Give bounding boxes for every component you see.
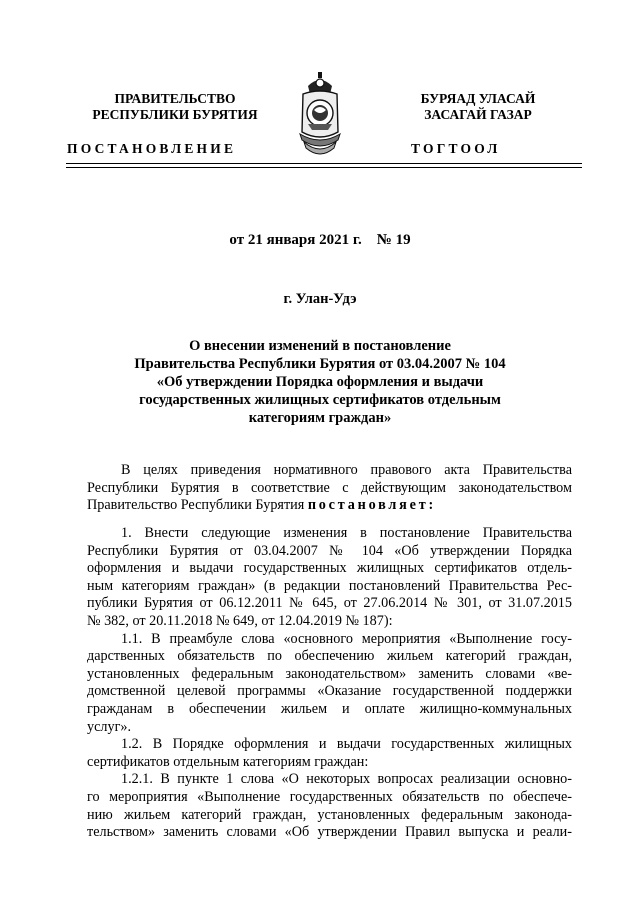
preamble-line: Республики Бурятия в соответствие с действующим законодательством <box>87 479 572 496</box>
body-line: дарственных обязательств по обеспечению жильем категорий граждан, <box>87 648 572 665</box>
header-right-line: ЗАСАГАЙ ГАЗАР <box>424 107 532 122</box>
header-left-organization <box>60 91 290 123</box>
body-line: гражданам в обеспечении жильем и оплате жилищно-коммунальных <box>87 700 572 717</box>
header-left-line: ПРАВИТЕЛЬСТВО <box>114 91 236 106</box>
preamble-prefix: Правительство Республики Бурятия <box>87 497 308 514</box>
decree-keyword-colon: : <box>428 497 437 514</box>
body-line: тельством» заменить словами «Об утверждении Правил выпуска и реали- <box>87 824 572 841</box>
title-line: О внесении изменений в постановление <box>189 338 451 354</box>
body-line: домственной целевой программы «Оказание государственной поддержки <box>87 683 572 700</box>
body-line: публики Бурятия от 06.12.2011 № 645, от 27.06.2014 № 301, от 31.07.2015 <box>87 595 572 612</box>
body-line: нию жильем категорий граждан, установленных федеральным законода- <box>87 806 572 823</box>
body-line: 1.2. В Порядке оформления и выдачи государственных жилищных <box>121 736 572 753</box>
document-title <box>90 337 550 427</box>
document-date-number: от 21 января 2021 г. № 19 <box>229 232 411 248</box>
body-line: сертификатов отдельным категориям граждан: <box>87 753 369 770</box>
decree-keyword: постановляет <box>307 497 429 514</box>
coat-of-arms-emblem <box>294 72 346 160</box>
preamble-last-line <box>87 497 572 515</box>
preamble-line: В целях приведения нормативного правового акта Правительства <box>121 462 572 478</box>
body-line: оформления и выдачи государственных жилищных сертификатов отдель- <box>87 560 572 577</box>
body-line: ным категориям граждан» (в редакции постановлений Правительства Рес- <box>87 577 572 594</box>
body-line: 1. Внести следующие изменения в постановление Правительства <box>121 525 572 541</box>
header-right-organization <box>368 91 588 123</box>
title-line: государственных жилищных сертификатов отдельным <box>139 392 501 408</box>
body-line: 1.1. В преамбуле слова «основного мероприятия «Выполнение госу- <box>121 630 572 647</box>
document-type-right: ТОГТООЛ <box>411 141 501 156</box>
header-right-line: БУРЯАД УЛАСАЙ <box>420 91 536 106</box>
body-line: го мероприятия «Выполнение государственных обязательств по обеспече- <box>87 788 572 805</box>
body-line: Республики Бурятия от 03.04.2007 № 104 «Об утверждении Порядка <box>87 542 572 559</box>
title-line: категориям граждан» <box>248 410 392 426</box>
document-type-left: ПОСТАНОВЛЕНИЕ <box>67 141 237 156</box>
document-city: г. Улан-Удэ <box>283 291 357 307</box>
body-line: 1.2.1. В пункте 1 слова «О некоторых вопросах реализации основно- <box>121 771 572 788</box>
preamble-paragraph <box>87 462 572 515</box>
body-line: услуг». <box>87 718 132 735</box>
title-line: «Об утверждении Порядка оформления и выдачи <box>156 374 484 390</box>
title-line: Правительства Республики Бурятия от 03.04.2007 № 104 <box>134 356 506 372</box>
decree-body <box>87 525 572 842</box>
body-line: установленных федеральным законодательством» заменить словами «ве- <box>87 665 572 682</box>
header-divider <box>66 167 582 168</box>
header-divider <box>66 163 582 164</box>
body-line: № 382, от 20.11.2018 № 649, от 12.04.2019 № 187): <box>87 612 393 629</box>
header-left-line: РЕСПУБЛИКИ БУРЯТИЯ <box>92 107 258 122</box>
